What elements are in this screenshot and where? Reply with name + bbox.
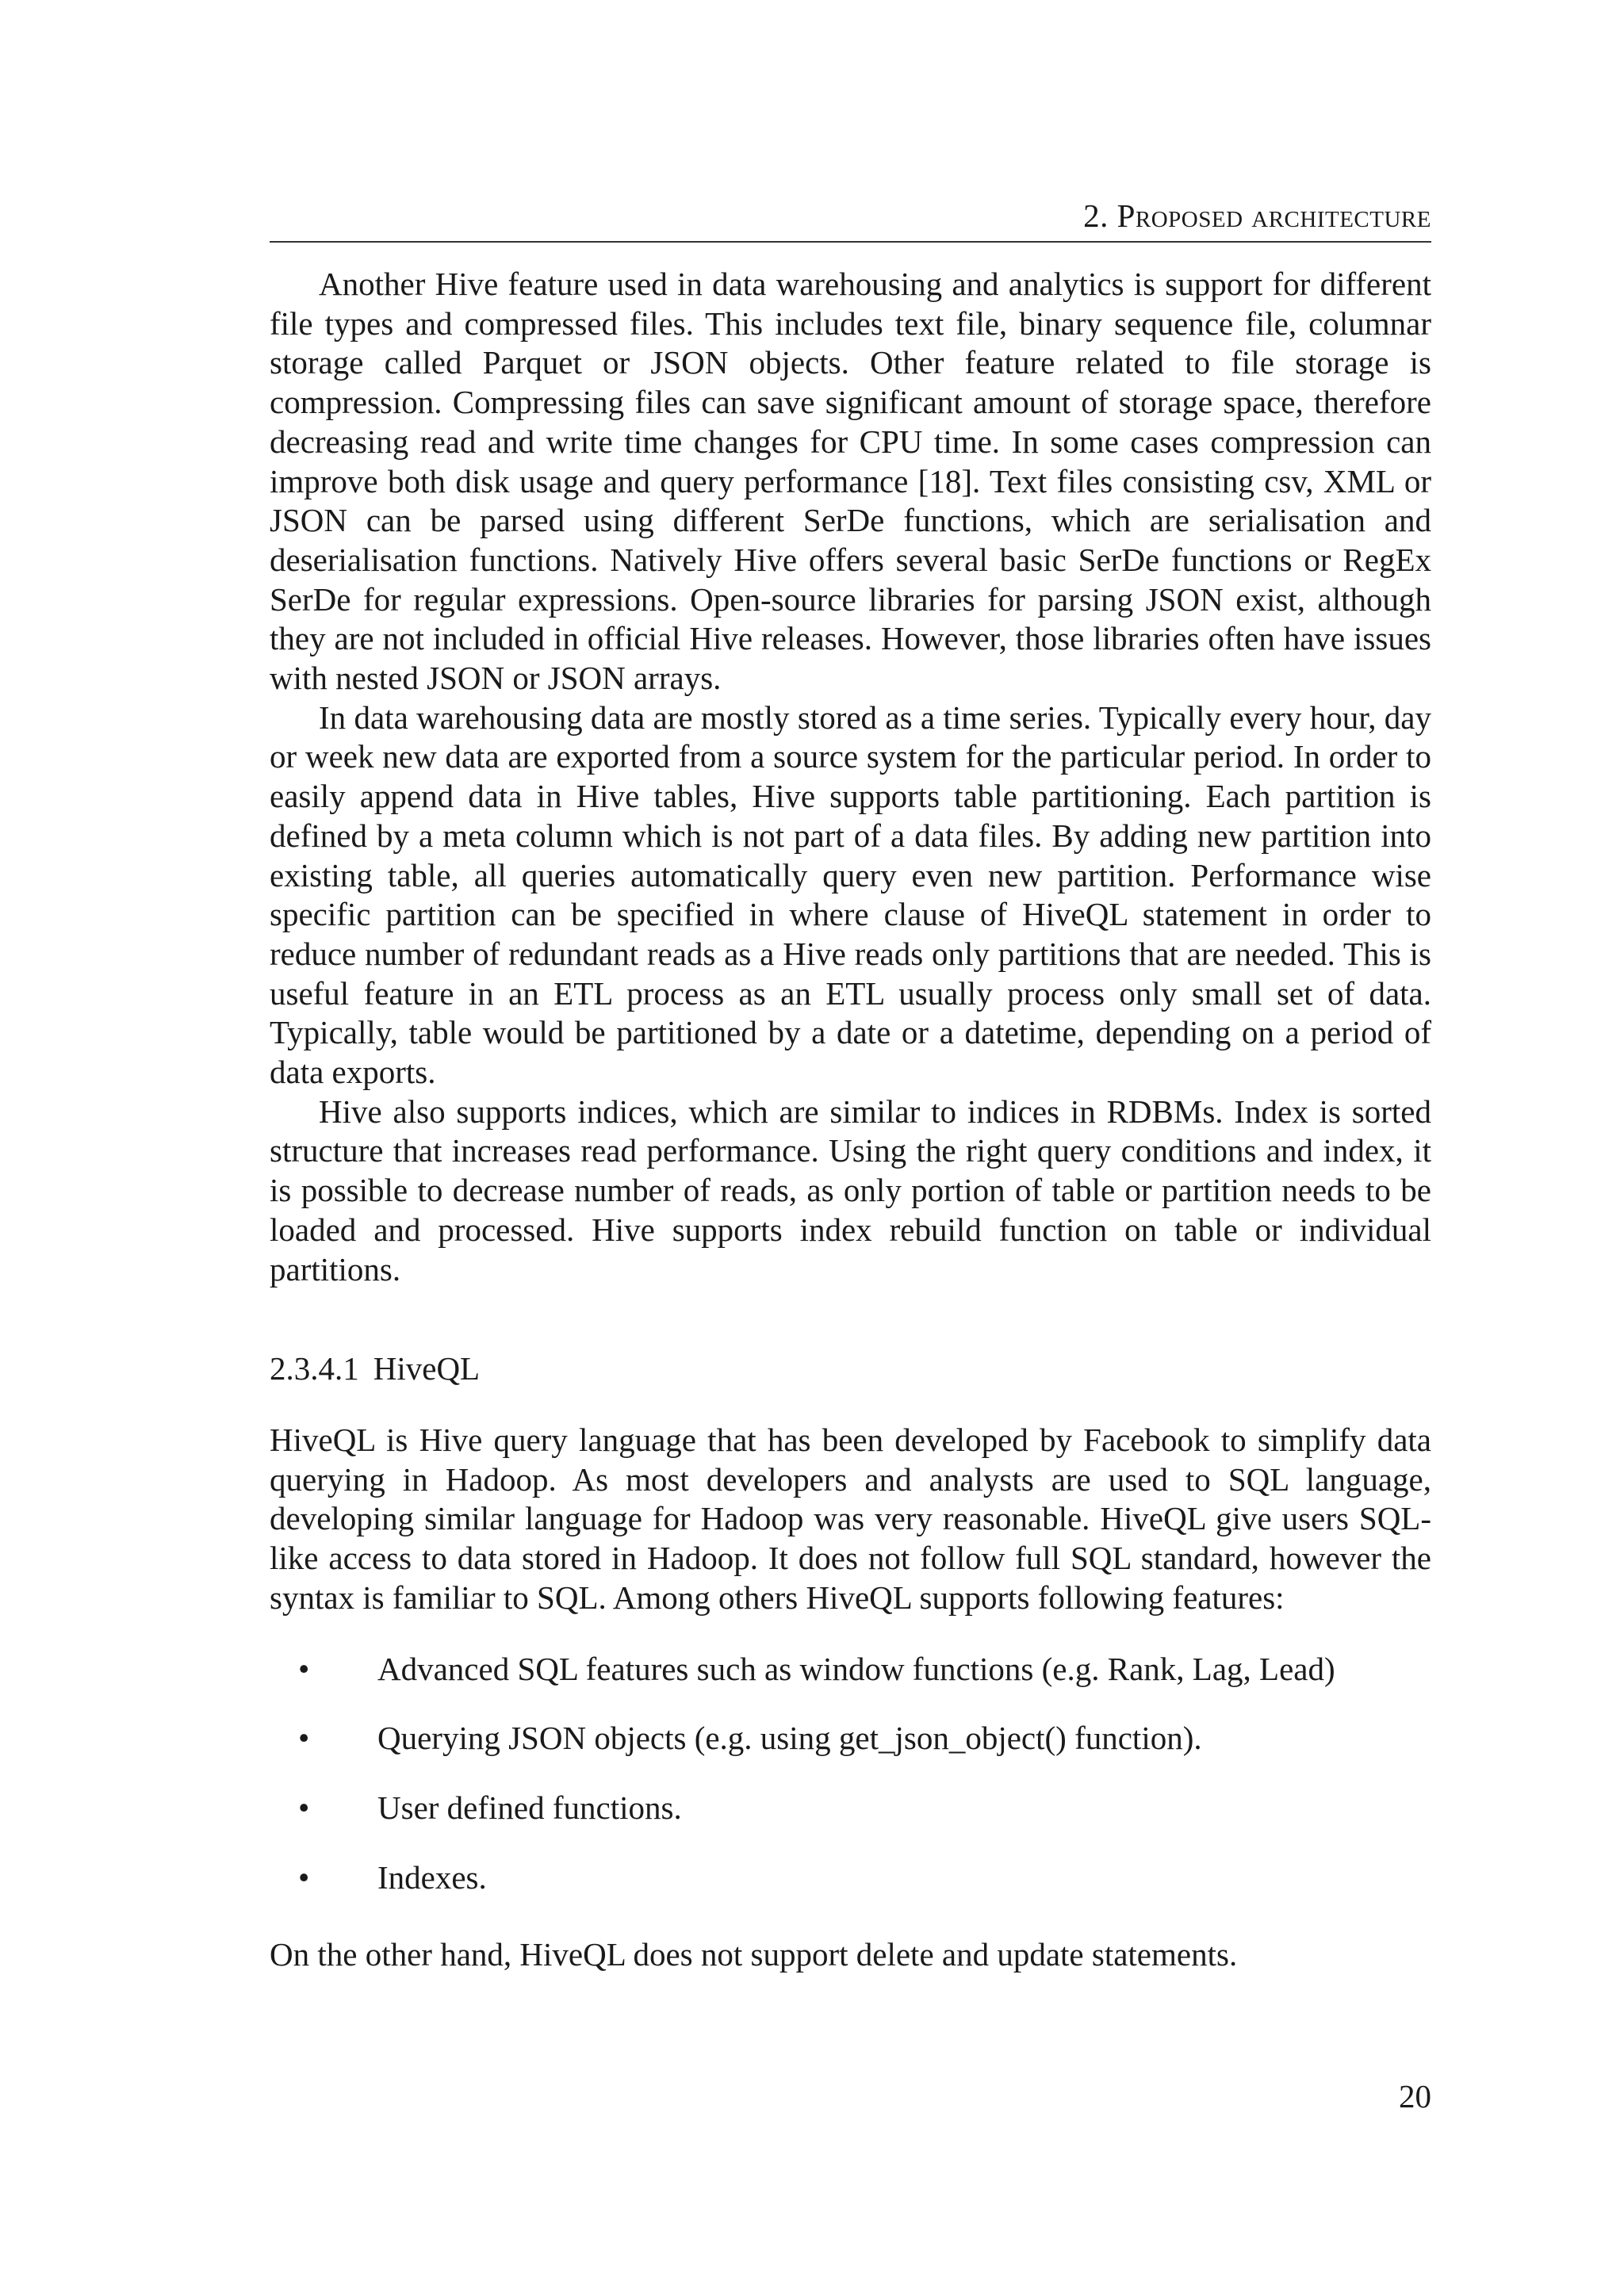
- chapter-title: Proposed architecture: [1116, 197, 1431, 234]
- subsection-heading: [270, 1349, 1431, 1389]
- paragraph-partitioning: In data warehousing data are mostly stored as a time series. Typically every hour, day or week new data are exported from a source system for the particular period. In order to easily append data in Hive tables, Hive supports table partitioning. Each partition is defined by a meta column which is not part of a data files. By adding new partition into existing table, all queries automatically query even new partition. Performance wise specific partition can be specified in where clause of HiveQL statement in order to reduce number of redundant reads as a Hive reads only partitions that are needed. This is useful feature in an ETL process as an ETL usually process only small set of data. Typically, table would be partitioned by a date or a datetime, depending on a period of data exports.: [270, 698, 1431, 1091]
- list-item-text: User defined functions.: [377, 1789, 682, 1826]
- bullet-icon: •: [298, 1858, 310, 1896]
- subsection-number: 2.3.4.1: [270, 1350, 359, 1387]
- chapter-number: 2.: [1083, 197, 1109, 234]
- page-number: 20: [1399, 2078, 1431, 2114]
- bullet-icon: •: [298, 1720, 310, 1757]
- feature-list: [270, 1650, 1431, 1898]
- list-item-text: Querying JSON objects (e.g. using get_json_object() function).: [377, 1720, 1202, 1757]
- list-item-text: Indexes.: [377, 1858, 487, 1896]
- body-text: [270, 265, 1431, 1975]
- header-rule: [270, 241, 1431, 243]
- list-item: [270, 1858, 1431, 1898]
- list-item-text: Advanced SQL features such as window functions (e.g. Rank, Lag, Lead): [377, 1650, 1335, 1687]
- running-header: [1083, 197, 1431, 234]
- paragraph-indices: Hive also supports indices, which are similar to indices in RDBMs. Index is sorted structure that increases read performance. Using the right query conditions and index, it is possible to decrease number of reads, as only portion of table or partition needs to be loaded and processed. Hive supports index rebuild function on table or individual partitions.: [270, 1093, 1431, 1288]
- list-item: [270, 1650, 1431, 1689]
- list-item: [270, 1719, 1431, 1758]
- paragraph-closing: On the other hand, HiveQL does not support delete and update statements.: [270, 1936, 1238, 1973]
- bullet-icon: •: [298, 1650, 310, 1687]
- list-item: [270, 1789, 1431, 1828]
- subsection-title: HiveQL: [373, 1350, 481, 1387]
- bullet-icon: •: [298, 1789, 310, 1826]
- document-page: [270, 0, 1431, 2296]
- paragraph-file-types: Another Hive feature used in data warehousing and analytics is support for different file types and compressed files. This includes text file, binary sequence file, columnar storage called Parquet or JSON objects. Other feature related to file storage is compression. Compressing files can save significant amount of storage space, therefore decreasing read and write time changes for CPU time. In some cases compression can improve both disk usage and query performance [18]. Text files consisting csv, XML or JSON can be parsed using different SerDe functions, which are serialisation and deserialisation functions. Natively Hive offers several basic SerDe functions or RegEx SerDe for regular expressions. Open-source libraries for parsing JSON exist, although they are not included in official Hive releases. However, those libraries often have issues with nested JSON or JSON arrays.: [270, 266, 1431, 697]
- paragraph-hiveql-intro: HiveQL is Hive query language that has been developed by Facebook to simplify data querying in Hadoop. As most developers and analysts are used to SQL language, developing similar language for Hadoop was very reasonable. HiveQL give users SQL-like access to data stored in Hadoop. It does not follow full SQL standard, however the syntax is familiar to SQL. Among others HiveQL supports following features:: [270, 1421, 1431, 1616]
